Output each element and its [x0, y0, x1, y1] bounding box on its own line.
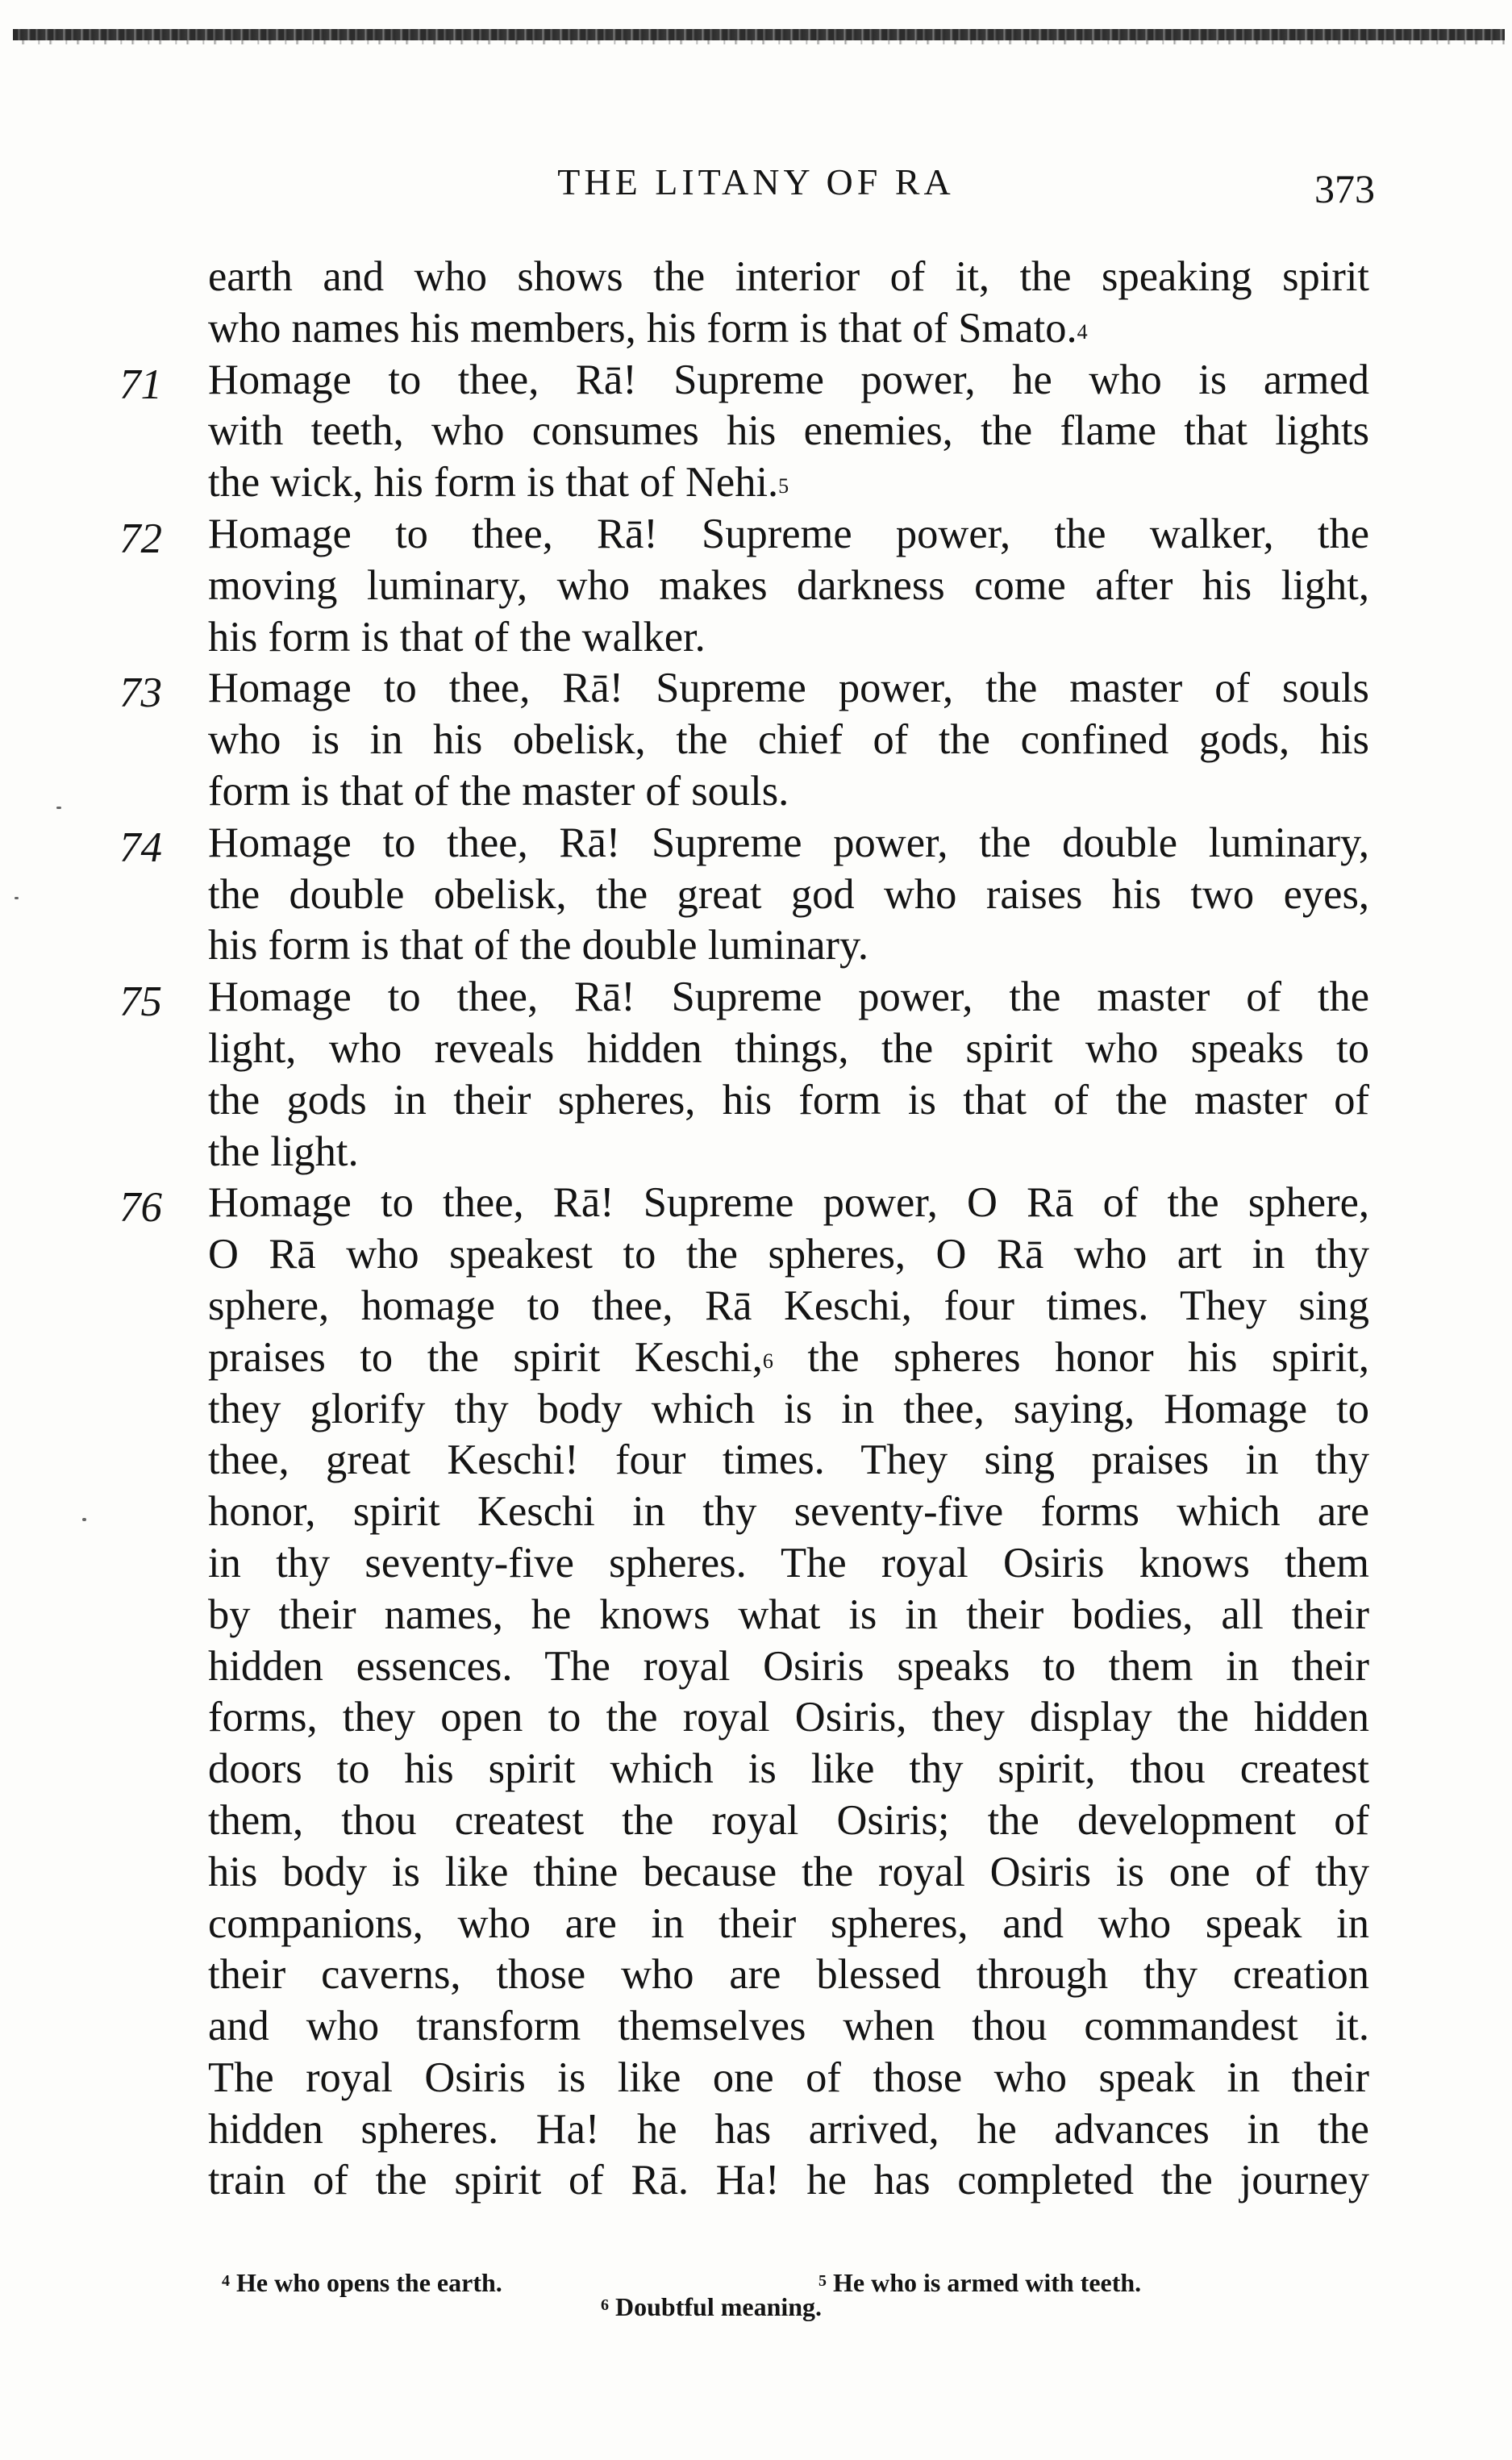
text-line	[208, 355, 1369, 407]
line-text: their caverns, those who are blessed through thy creation	[208, 1951, 1369, 1999]
line-text: they glorify thy body which is in thee, saying, Homage to	[208, 1385, 1369, 1432]
text-line	[208, 457, 1369, 509]
line-text: the double obelisk, the great god who raises his two eyes,	[208, 870, 1369, 918]
paragraph-number: 73	[119, 669, 162, 717]
text-line	[208, 1127, 1369, 1178]
line-text: thee, great Keschi! four times. They sing praises in thy	[208, 1436, 1369, 1484]
page-number: 373	[1314, 166, 1375, 211]
scan-speck	[56, 807, 61, 809]
footnote-text: He who opens the earth.	[236, 2268, 502, 2297]
line-text: moving luminary, who makes darkness come after his light,	[208, 561, 1369, 609]
text-line	[208, 303, 1369, 355]
text-line	[208, 1899, 1369, 1950]
text-line	[208, 1641, 1369, 1693]
scan-speck	[82, 1518, 86, 1521]
text-line	[208, 1332, 1369, 1384]
text-line	[208, 1281, 1369, 1332]
text-line	[208, 1538, 1369, 1590]
line-text: light, who reveals hidden things, the spirit who speaks to	[208, 1024, 1369, 1072]
footnote-text: Doubtful meaning.	[615, 2292, 823, 2321]
text-line	[208, 1486, 1369, 1538]
line-text: them, thou createst the royal Osiris; the development of	[208, 1796, 1369, 1844]
text-line	[208, 663, 1369, 715]
footnote-reference: 5	[778, 474, 789, 498]
body-text	[119, 252, 1369, 2207]
line-text: sphere, homage to thee, Rā Keschi, four times. They sing	[208, 1282, 1369, 1329]
text-line	[208, 1847, 1369, 1899]
line-text: Homage to thee, Rā! Supreme power, the master of the	[208, 974, 1369, 1021]
text-line	[208, 972, 1369, 1024]
line-text: doors to his spirit which is like thy spirit, thou createst	[208, 1745, 1369, 1793]
text-line	[208, 1949, 1369, 2001]
text-line	[208, 1590, 1369, 1641]
text-line	[208, 252, 1369, 303]
text-line	[208, 1075, 1369, 1127]
text-line	[208, 1435, 1369, 1486]
line-text: his body is like thine because the royal Osiris is one of thy	[208, 1848, 1369, 1895]
text-line	[208, 1229, 1369, 1281]
text-line	[208, 2104, 1369, 2156]
footnote-text: He who is armed with teeth.	[833, 2268, 1142, 2297]
line-text: by their names, he knows what is in their bodies, all their	[208, 1591, 1369, 1638]
footnote-mark: 5	[818, 2272, 827, 2290]
paragraph	[119, 818, 1369, 972]
line-text: train of the spirit of Rā. Ha! he has completed the journey	[208, 2157, 1369, 2204]
scanned-top-edge-rule	[13, 29, 1505, 40]
text-line	[208, 1178, 1369, 1229]
text-line	[208, 2053, 1369, 2104]
line-text: the gods in their spheres, his form is that of the master of	[208, 1076, 1369, 1124]
text-line	[208, 1024, 1369, 1075]
line-text: the light.	[208, 1128, 359, 1175]
paragraph-number: 72	[119, 515, 162, 562]
line-text: who is in his obelisk, the chief of the confined gods, his	[208, 716, 1369, 764]
text-line	[208, 561, 1369, 612]
line-text: honor, spirit Keschi in thy seventy-five forms which are	[208, 1488, 1369, 1536]
line-text: in thy seventy-five spheres. The royal Osiris knows them	[208, 1539, 1369, 1586]
footnote-4	[222, 2268, 502, 2297]
line-text: The royal Osiris is like one of those who speak in their	[208, 2053, 1369, 2101]
scan-speck	[15, 897, 19, 899]
text-line	[208, 1692, 1369, 1744]
paragraph	[119, 1178, 1369, 2207]
line-text: Homage to thee, Rā! Supreme power, the master of souls	[208, 665, 1369, 712]
line-text: the wick, his form is that of Nehi.	[208, 459, 779, 507]
line-text: Homage to thee, Rā! Supreme power, the walker, the	[208, 510, 1369, 557]
line-text: who names his members, his form is that of Smato.	[208, 304, 1077, 352]
running-title: THE LITANY OF RA	[557, 161, 955, 202]
text-line	[208, 715, 1369, 766]
text-line	[208, 1744, 1369, 1795]
paragraph-number: 74	[119, 823, 162, 871]
line-text: and who transform themselves when thou commandest it.	[208, 2003, 1369, 2050]
paragraph-number: 76	[119, 1184, 162, 1232]
line-text: earth and who shows the interior of it, the speaking spirit	[208, 253, 1369, 300]
paragraph	[119, 355, 1369, 509]
text-line	[208, 612, 1369, 664]
footnote-mark: 4	[222, 2272, 230, 2290]
text-line	[208, 869, 1369, 921]
line-text: his form is that of the double luminary.	[208, 922, 868, 969]
line-text: form is that of the master of souls.	[208, 767, 789, 815]
text-line	[208, 1795, 1369, 1847]
text-line	[208, 920, 1369, 972]
text-line	[208, 509, 1369, 561]
text-line	[208, 1384, 1369, 1436]
text-line	[208, 766, 1369, 818]
line-text: Homage to thee, Rā! Supreme power, O Rā of the sphere,	[208, 1179, 1369, 1227]
footnote-mark: 6	[601, 2296, 609, 2314]
paragraph	[208, 252, 1369, 355]
text-segment: the spheres honor his spirit,	[773, 1333, 1369, 1381]
footnote-reference: 6	[762, 1349, 773, 1373]
paragraph	[119, 509, 1369, 663]
paragraph-number: 75	[119, 978, 162, 1026]
line-text: Homage to thee, Rā! Supreme power, he who is armed	[208, 356, 1369, 403]
paragraph	[119, 972, 1369, 1178]
text-segment: praises to the spirit Keschi,	[208, 1333, 763, 1381]
line-text: O Rā who speakest to the spheres, O Rā who art in thy	[208, 1231, 1369, 1278]
text-line	[208, 2001, 1369, 2053]
running-head	[0, 158, 1512, 211]
line-text: Homage to thee, Rā! Supreme power, the double luminary,	[208, 819, 1369, 866]
footnote-reference: 4	[1077, 319, 1088, 344]
footnote-6	[601, 2292, 822, 2321]
footnote-5	[818, 2268, 1141, 2297]
paragraph-number: 71	[119, 361, 162, 408]
text-line	[208, 406, 1369, 457]
line-text: forms, they open to the royal Osiris, they display the hidden	[208, 1694, 1369, 1741]
line-text: with teeth, who consumes his enemies, the flame that lights	[208, 407, 1369, 455]
line-text: companions, who are in their spheres, and who speak in	[208, 1899, 1369, 1947]
text-line	[208, 2155, 1369, 2207]
line-text: hidden spheres. Ha! he has arrived, he advances in the	[208, 2105, 1369, 2153]
text-line	[208, 818, 1369, 869]
paragraph	[119, 663, 1369, 817]
line-text: his form is that of the walker.	[208, 613, 706, 661]
line-text: hidden essences. The royal Osiris speaks to them in their	[208, 1642, 1369, 1690]
